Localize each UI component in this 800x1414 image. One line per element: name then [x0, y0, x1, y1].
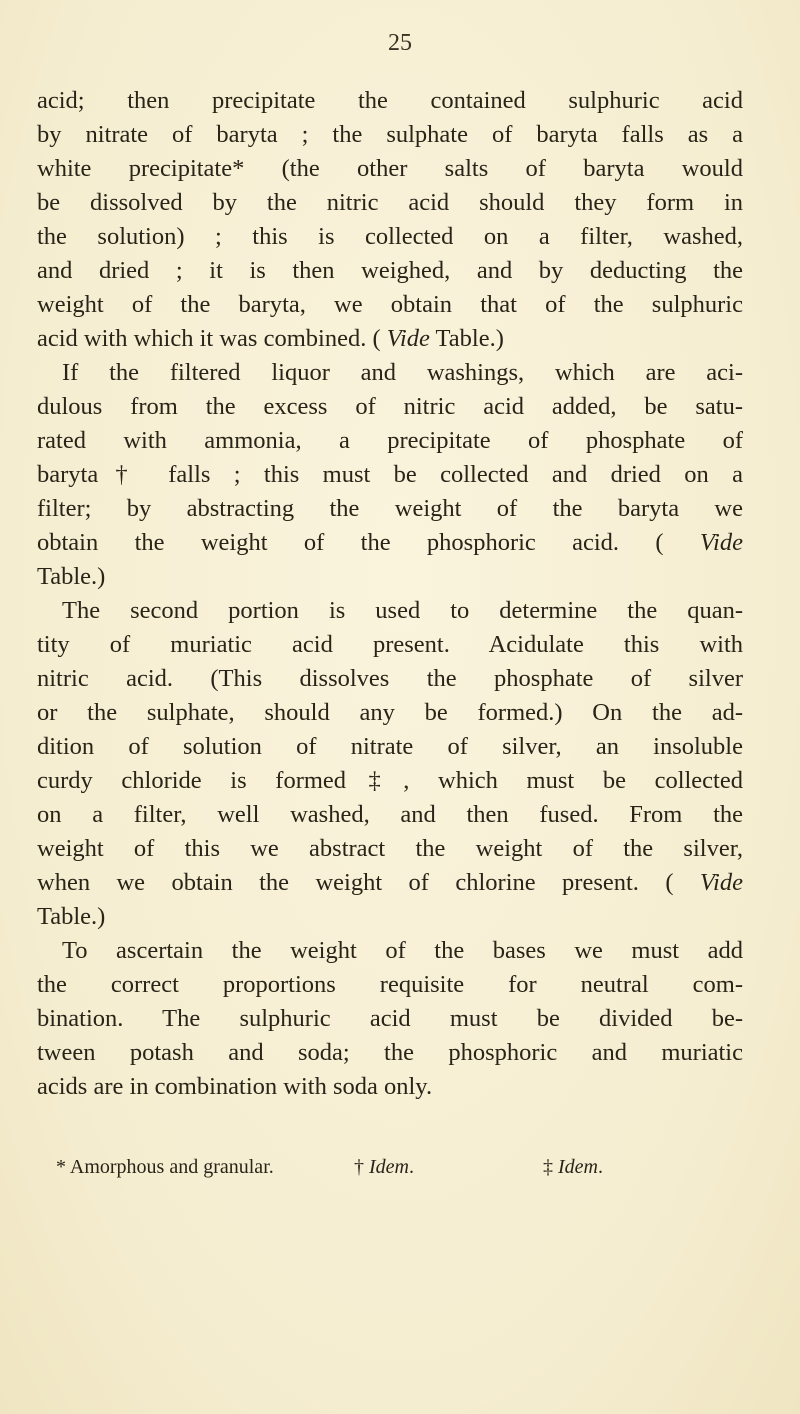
page-number: 25 [388, 30, 412, 56]
text-line: the solution) ; this is collected on a filter, washed, [37, 223, 743, 250]
text-line: acid with which it was combined. ( Vide Table.) [37, 325, 504, 352]
text-line: curdy chloride is formed‡, which must be collected [37, 767, 743, 794]
footnote-3: ‡ Idem. [543, 1156, 603, 1178]
text-line: To ascertain the weight of the bases we must add [62, 937, 743, 964]
text-line: rated with ammonia, a precipitate of phosphate of [37, 427, 743, 454]
text-line: filter; by abstracting the weight of the baryta we [37, 495, 743, 522]
text-line: The second portion is used to determine the quan- [62, 597, 743, 624]
text-line: weight of the baryta, we obtain that of the sulphuric [37, 291, 743, 318]
text-line: acids are in combination with soda only. [37, 1073, 433, 1100]
text-line: Table.) [37, 903, 106, 930]
text-line: dulous from the excess of nitric acid added, be satu- [37, 393, 743, 420]
text-line: when we obtain the weight of chlorine present. ( Vide [37, 869, 743, 896]
text-line: on a filter, well washed, and then fused. From the [37, 801, 743, 828]
text-line: or the sulphate, should any be formed.) On the ad- [37, 699, 743, 726]
text-line: dition of solution of nitrate of silver, an insoluble [37, 733, 743, 760]
text-line: If the filtered liquor and washings, which are aci- [62, 359, 743, 386]
footnote-1: * Amorphous and granular. [56, 1156, 274, 1178]
text-line: baryta† falls ; this must be collected and dried on a [37, 461, 743, 488]
text-line: the correct proportions requisite for neutral com- [37, 971, 743, 998]
text-line: bination. The sulphuric acid must be divided be- [37, 1005, 743, 1032]
text-line: nitric acid. (This dissolves the phosphate of silver [37, 665, 743, 692]
text-line: weight of this we abstract the weight of the silver, [37, 835, 743, 862]
text-line: be dissolved by the nitric acid should they form in [37, 189, 743, 216]
text-line: and dried ; it is then weighed, and by deducting the [37, 257, 743, 284]
text-line: by nitrate of baryta ; the sulphate of baryta falls as a [37, 121, 743, 148]
text-line: acid; then precipitate the contained sulphuric acid [37, 87, 743, 114]
text-line: white precipitate* (the other salts of baryta would [37, 155, 743, 182]
footnotes [46, 1156, 776, 1184]
text-line: tity of muriatic acid present. Acidulate this with [37, 631, 743, 658]
text-line: Table.) [37, 563, 106, 590]
text-line: obtain the weight of the phosphoric acid. ( Vide [37, 529, 743, 556]
text-line: tween potash and soda; the phosphoric and muriatic [37, 1039, 743, 1066]
footnote-2: † Idem. [354, 1156, 414, 1178]
